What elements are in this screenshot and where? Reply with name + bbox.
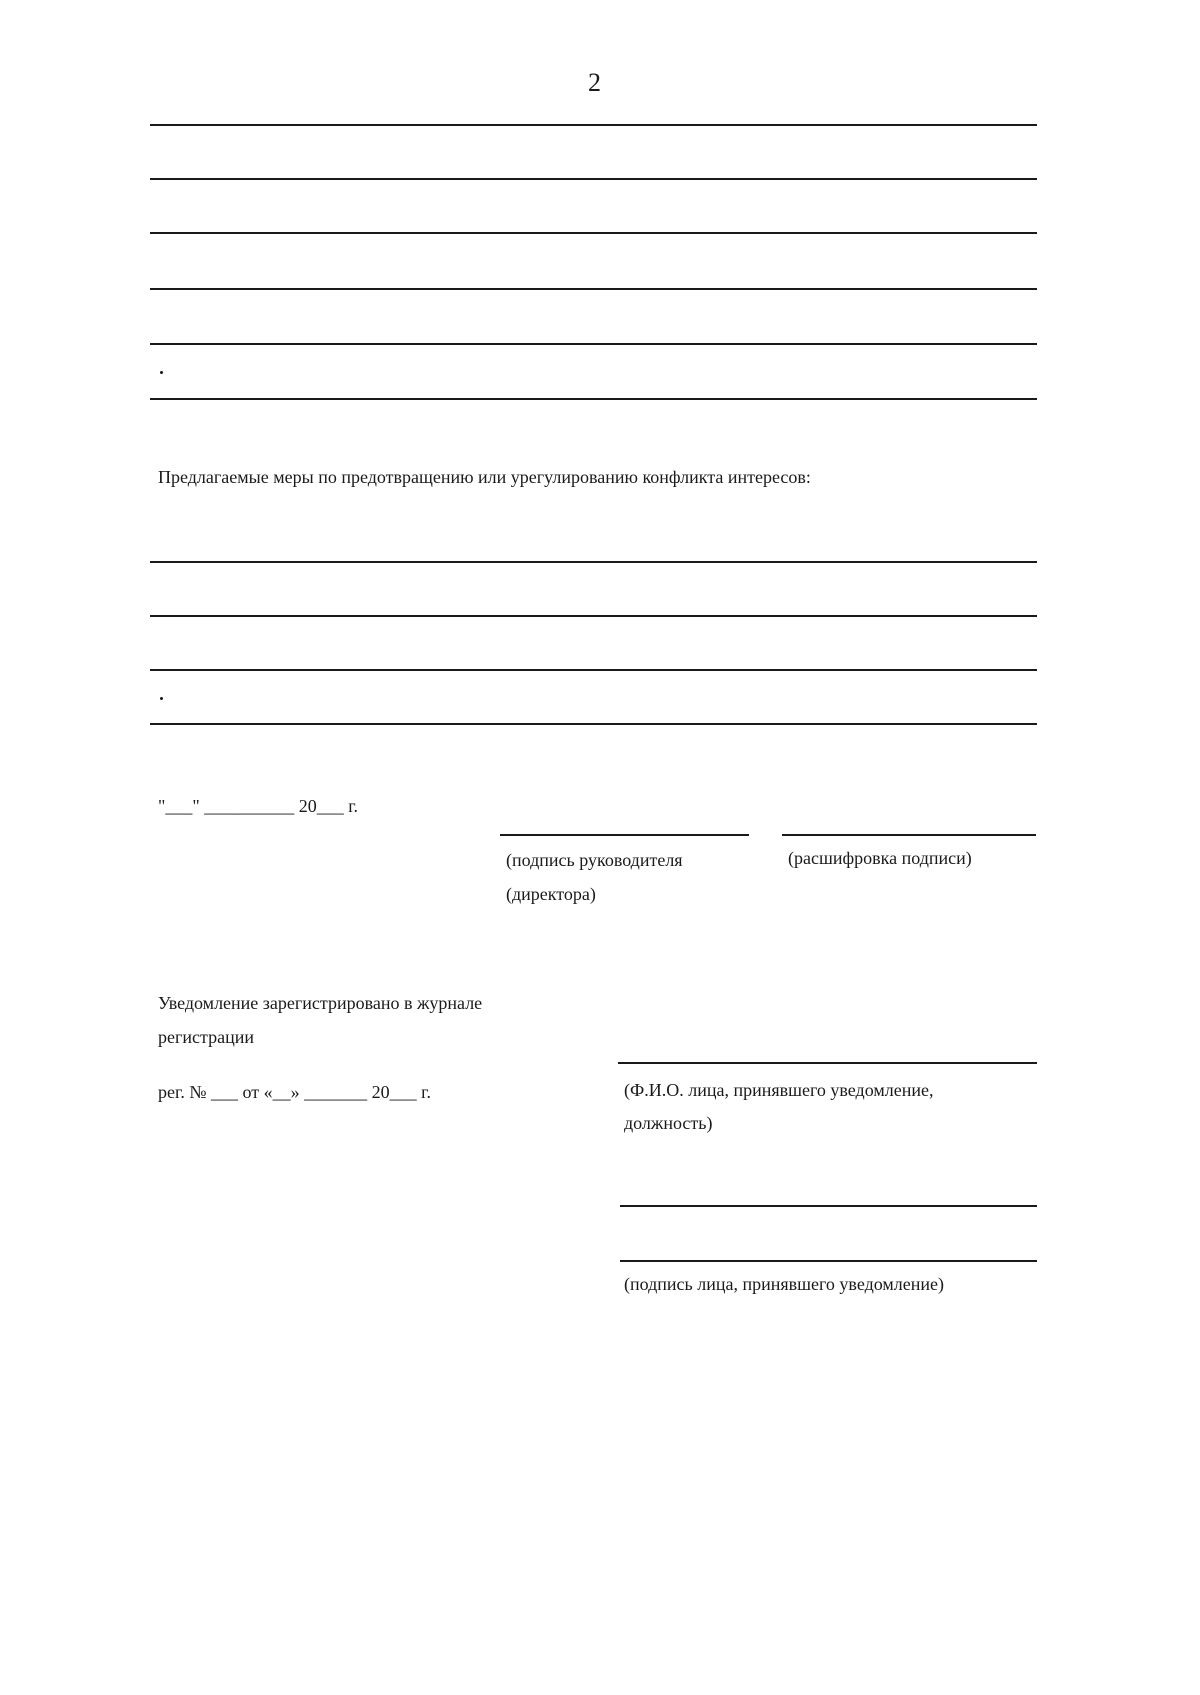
fill-line bbox=[150, 398, 1037, 400]
period-mark bbox=[160, 371, 163, 374]
receiver-name-line bbox=[618, 1062, 1037, 1064]
fill-line bbox=[150, 232, 1037, 234]
decoding-caption: (расшифровка подписи) bbox=[788, 848, 972, 868]
fill-line bbox=[150, 124, 1037, 126]
signature-caption-continued: (директора) bbox=[506, 884, 596, 904]
fill-line bbox=[150, 178, 1037, 180]
fill-line bbox=[150, 723, 1037, 725]
fill-line bbox=[150, 561, 1037, 563]
period-mark bbox=[160, 697, 163, 700]
decoding-line bbox=[782, 834, 1036, 836]
receiver-signature-caption: (подпись лица, принявшего уведомление) bbox=[624, 1274, 945, 1294]
registration-number-line: рег. № ___ от «__» _______ 20___ г. bbox=[158, 1082, 431, 1102]
page-number: 2 bbox=[588, 68, 601, 97]
receiver-name-caption-continued: должность) bbox=[624, 1113, 713, 1133]
date-line: "___" __________ 20___ г. bbox=[158, 796, 359, 816]
fill-line bbox=[150, 288, 1037, 290]
signature-caption: (подпись руководителя bbox=[506, 850, 683, 870]
registration-line-2: регистрации bbox=[158, 1027, 254, 1047]
fill-line bbox=[150, 615, 1037, 617]
measures-heading: Предлагаемые меры по предотвращению или урегулированию конфликта интересов: bbox=[158, 467, 811, 487]
receiver-extra-line bbox=[620, 1205, 1037, 1207]
fill-line bbox=[150, 343, 1037, 345]
receiver-signature-line bbox=[620, 1260, 1037, 1262]
registration-line-1: Уведомление зарегистрировано в журнале bbox=[158, 993, 483, 1013]
receiver-name-caption: (Ф.И.О. лица, принявшего уведомление, bbox=[624, 1080, 934, 1100]
signature-line bbox=[500, 834, 749, 836]
fill-line bbox=[150, 669, 1037, 671]
